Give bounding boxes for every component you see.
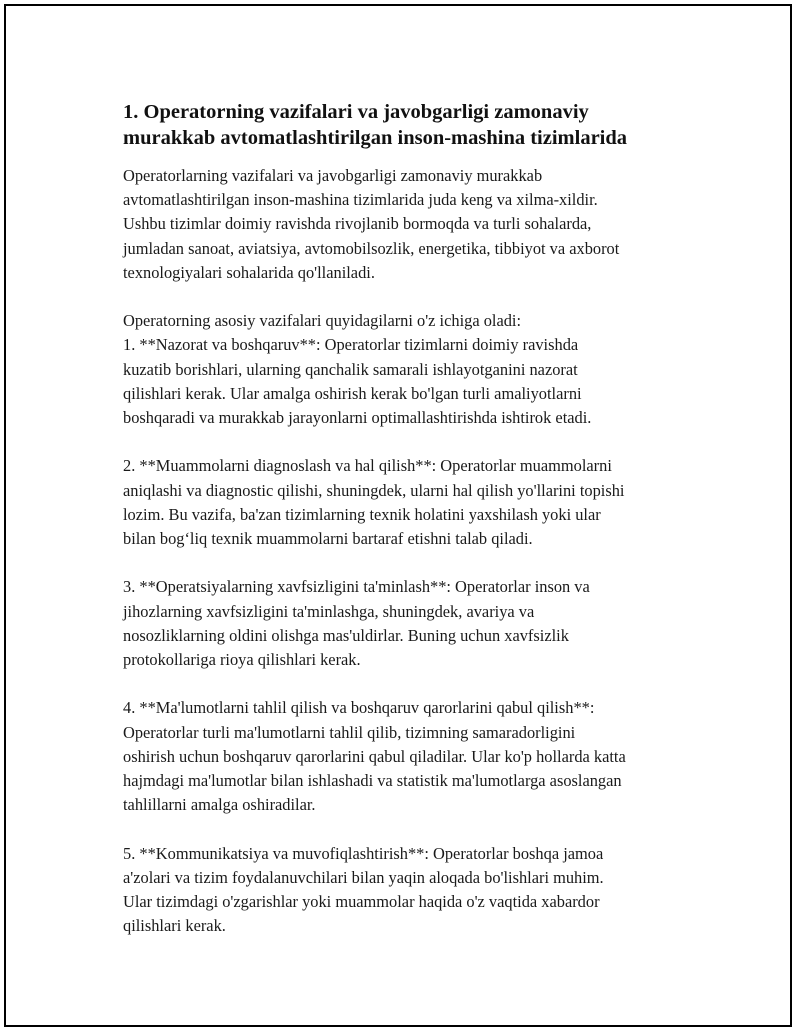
text-line: 4. **Ma'lumotlarni tahlil qilish va boshqaruv qarorlarini qabul qilish**: <box>123 698 595 718</box>
text-line: a'zolari va tizim foydalanuvchilari bilan yaqin aloqada bo'lishlari muhim. <box>123 867 604 887</box>
text-line: protokollariga rioya qilishlari kerak. <box>123 650 361 670</box>
text-line: tahlillarni amalga oshiradilar. <box>123 795 316 815</box>
text-line: Ushbu tizimlar doimiy ravishda rivojlanib bormoqda va turli sohalarda, <box>123 214 592 234</box>
intro-paragraph <box>123 164 703 285</box>
duties-paragraph-5 <box>123 842 703 939</box>
text-line: 5. **Kommunikatsiya va muvofiqlashtirish**: Operatorlar boshqa jamoa <box>123 843 604 863</box>
text-line: bilan bog‘liq texnik muammolarni bartaraf etishni talab qiladi. <box>123 529 533 549</box>
text-line: kuzatib borishlari, ularning qanchalik samarali ishlayotganini nazorat <box>123 359 578 379</box>
duties-paragraph-2 <box>123 454 703 551</box>
text-line: 3. **Operatsiyalarning xavfsizligini ta'minlash**: Operatorlar inson va <box>123 577 590 597</box>
text-line: jihozlarning xavfsizligini ta'minlashga, shuningdek, avariya va <box>123 601 535 621</box>
document-title <box>123 99 703 151</box>
text-line: 2. **Muammolarni diagnoslash va hal qilish**: Operatorlar muammolarni <box>123 456 612 476</box>
duties-paragraph-3 <box>123 575 703 672</box>
text-line: texnologiyalari sohalarida qo'llaniladi. <box>123 262 375 282</box>
document-page <box>4 4 792 1027</box>
text-line: Operatorlar turli ma'lumotlarni tahlil qilib, tizimning samaradorligini <box>123 722 576 742</box>
text-line: 1. **Nazorat va boshqaruv**: Operatorlar tizimlarni doimiy ravishda <box>123 335 579 355</box>
document-content <box>123 99 703 938</box>
text-line: lozim. Bu vazifa, ba'zan tizimlarning texnik holatini yaxshilash yoki ular <box>123 504 601 524</box>
text-line: nosozliklarning oldini olishga mas'uldirlar. Buning uchun xavfsizlik <box>123 625 569 645</box>
title-line: murakkab avtomatlashtirilgan inson-mashina tizimlarida <box>123 127 628 149</box>
text-line: qilishlari kerak. Ular amalga oshirish kerak bo'lgan turli amaliyotlarni <box>123 383 582 403</box>
text-line: avtomatlashtirilgan inson-mashina tizimlarida juda keng va xilma-xildir. <box>123 190 598 210</box>
text-line: qilishlari kerak. <box>123 916 226 936</box>
text-line: Operatorlarning vazifalari va javobgarligi zamonaviy murakkab <box>123 166 543 185</box>
text-line: Ular tizimdagi o'zgarishlar yoki muammolar haqida o'z vaqtida xabardor <box>123 892 600 912</box>
title-line: 1. Operatorning vazifalari va javobgarligi zamonaviy <box>123 101 589 123</box>
text-line: jumladan sanoat, aviatsiya, avtomobilsozlik, energetika, tibbiyot va axborot <box>123 238 620 258</box>
text-line: hajmdagi ma'lumotlar bilan ishlashadi va statistik ma'lumotlarga asoslangan <box>123 771 622 791</box>
text-line: boshqaradi va murakkab jarayonlarni optimallashtirishda ishtirok etadi. <box>123 408 592 428</box>
duties-paragraph-4 <box>123 696 703 817</box>
text-line: Operatorning asosiy vazifalari quyidagilarni o'z ichiga oladi: <box>123 311 522 331</box>
text-line: aniqlashi va diagnostic qilishi, shuningdek, ularni hal qilish yo'llarini topishi <box>123 480 625 500</box>
text-line: oshirish uchun boshqaruv qarorlarini qabul qiladilar. Ular ko'p hollarda katta <box>123 746 626 766</box>
duties-paragraph-1 <box>123 309 703 430</box>
